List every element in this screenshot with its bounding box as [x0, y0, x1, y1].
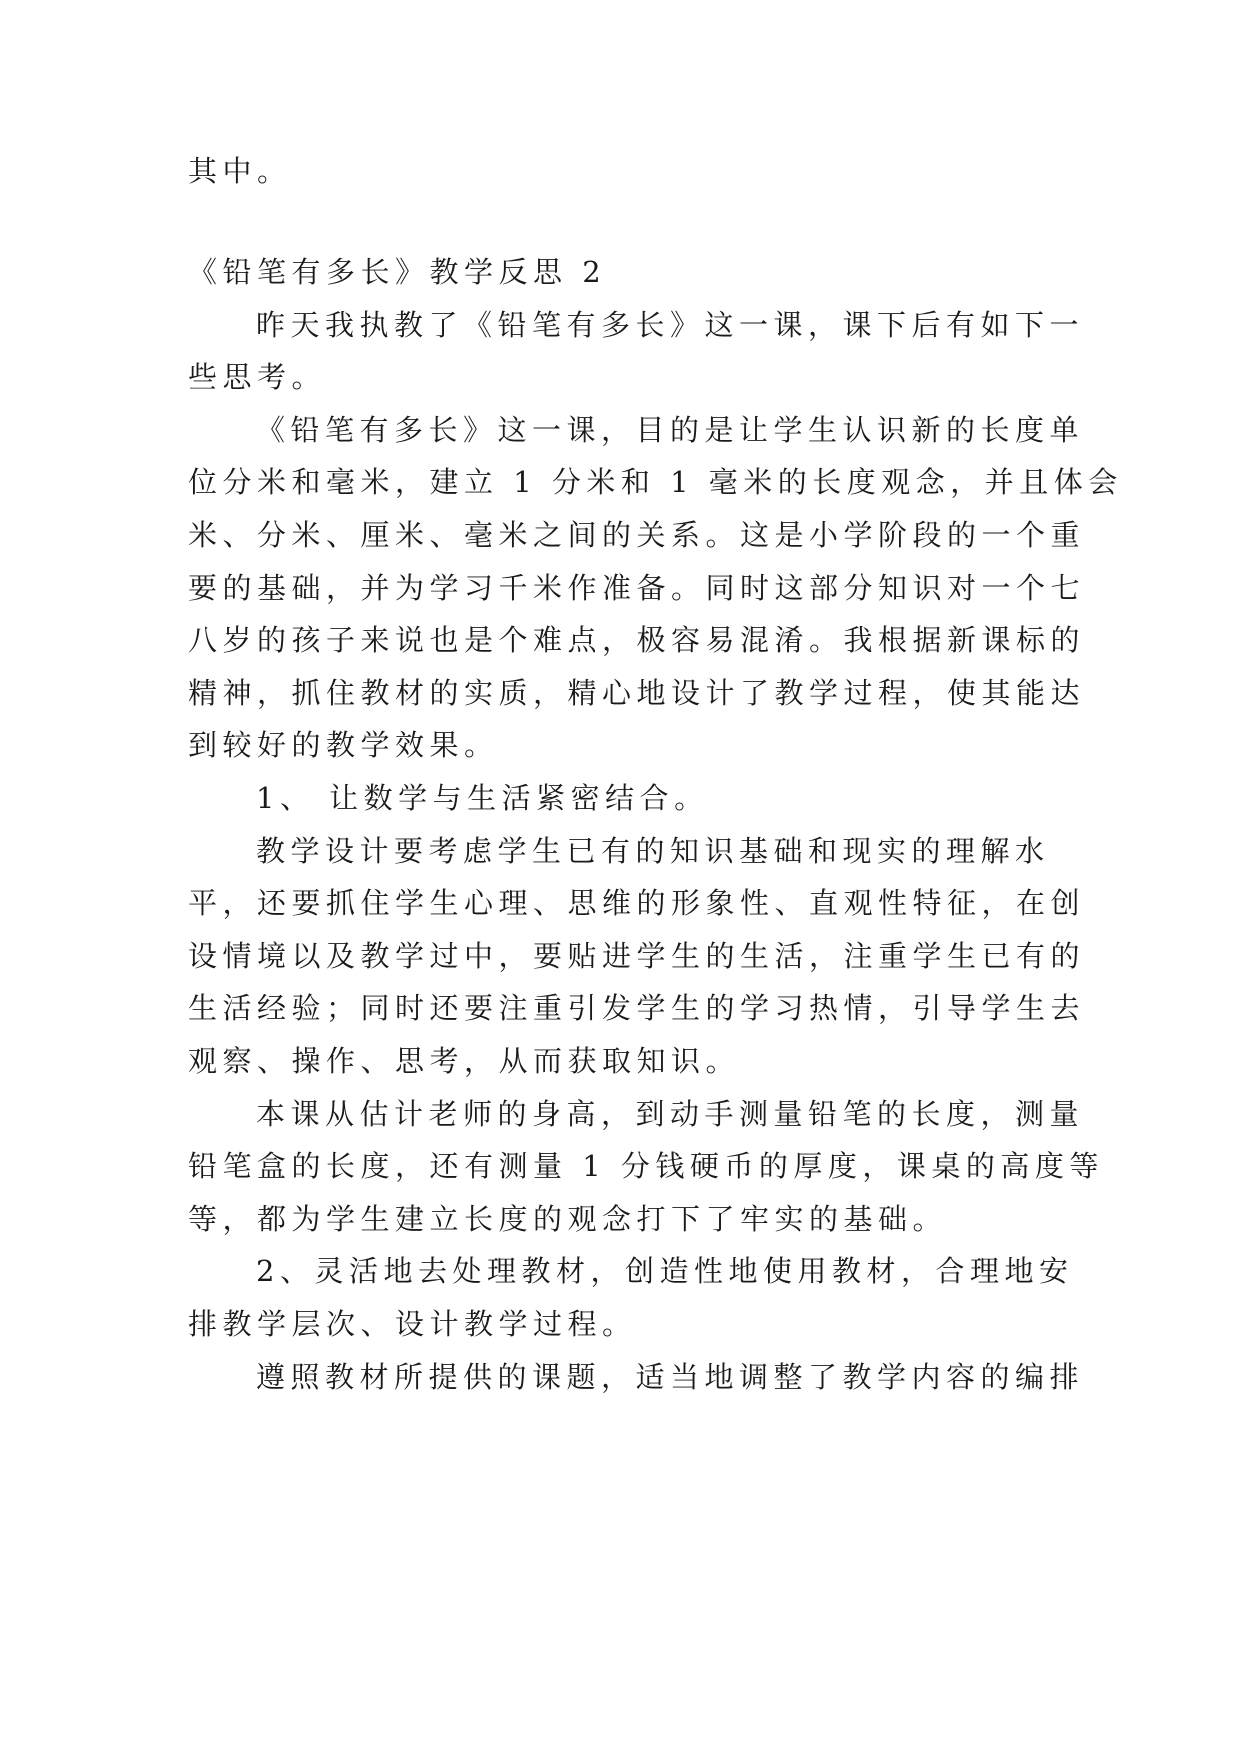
paragraph-line: 观察、操作、思考，从而获取知识。 — [188, 1044, 741, 1078]
paragraph-line: 生活经验；同时还要注重引发学生的学习热情，引导学生去 — [188, 991, 1086, 1025]
paragraph-line: 米、分米、厘米、毫米之间的关系。这是小学阶段的一个重 — [188, 518, 1086, 552]
paragraph-line: 平，还要抓住学生心理、思维的形象性、直观性特征，在创 — [188, 886, 1086, 920]
paragraph-line: 教学设计要考虑学生已有的知识基础和现实的理解水 — [256, 834, 1050, 868]
paragraph-line: 精神，抓住教材的实质，精心地设计了教学过程，使其能达 — [188, 676, 1086, 710]
list-item-heading: 2、灵活地去处理教材，创造性地使用教材，合理地安 — [256, 1254, 1074, 1288]
paragraph-line: 位分米和毫米，建立 1 分米和 1 毫米的长度观念，并且体会 — [188, 465, 1123, 499]
paragraph-line: 铅笔盒的长度，还有测量 1 分钱硬币的厚度，课桌的高度等 — [188, 1149, 1104, 1183]
paragraph-line: 《铅笔有多长》这一课，目的是让学生认识新的长度单 — [256, 413, 1085, 447]
paragraph-line: 要的基础，并为学习千米作准备。同时这部分知识对一个七 — [188, 571, 1086, 605]
list-item-heading: 1、 让数学与生活紧密结合。 — [256, 781, 709, 815]
paragraph-line: 些思考。 — [188, 360, 327, 394]
paragraph-line: 本课从估计老师的身高，到动手测量铅笔的长度，测量 — [256, 1097, 1085, 1131]
paragraph-line: 设情境以及教学过中，要贴进学生的生活，注重学生已有的 — [188, 939, 1086, 973]
paragraph-line: 到较好的教学效果。 — [188, 728, 499, 762]
paragraph-line: 排教学层次、设计教学过程。 — [188, 1307, 637, 1341]
section-title: 《铅笔有多长》教学反思 2 — [188, 255, 607, 289]
text-line: 其中。 — [188, 154, 292, 188]
paragraph-line: 等，都为学生建立长度的观念打下了牢实的基础。 — [188, 1202, 948, 1236]
paragraph-line: 遵照教材所提供的课题，适当地调整了教学内容的编排 — [256, 1360, 1085, 1394]
paragraph-line: 昨天我执教了《铅笔有多长》这一课，课下后有如下一 — [256, 308, 1085, 342]
paragraph-line: 八岁的孩子来说也是个难点，极容易混淆。我根据新课标的 — [188, 623, 1086, 657]
